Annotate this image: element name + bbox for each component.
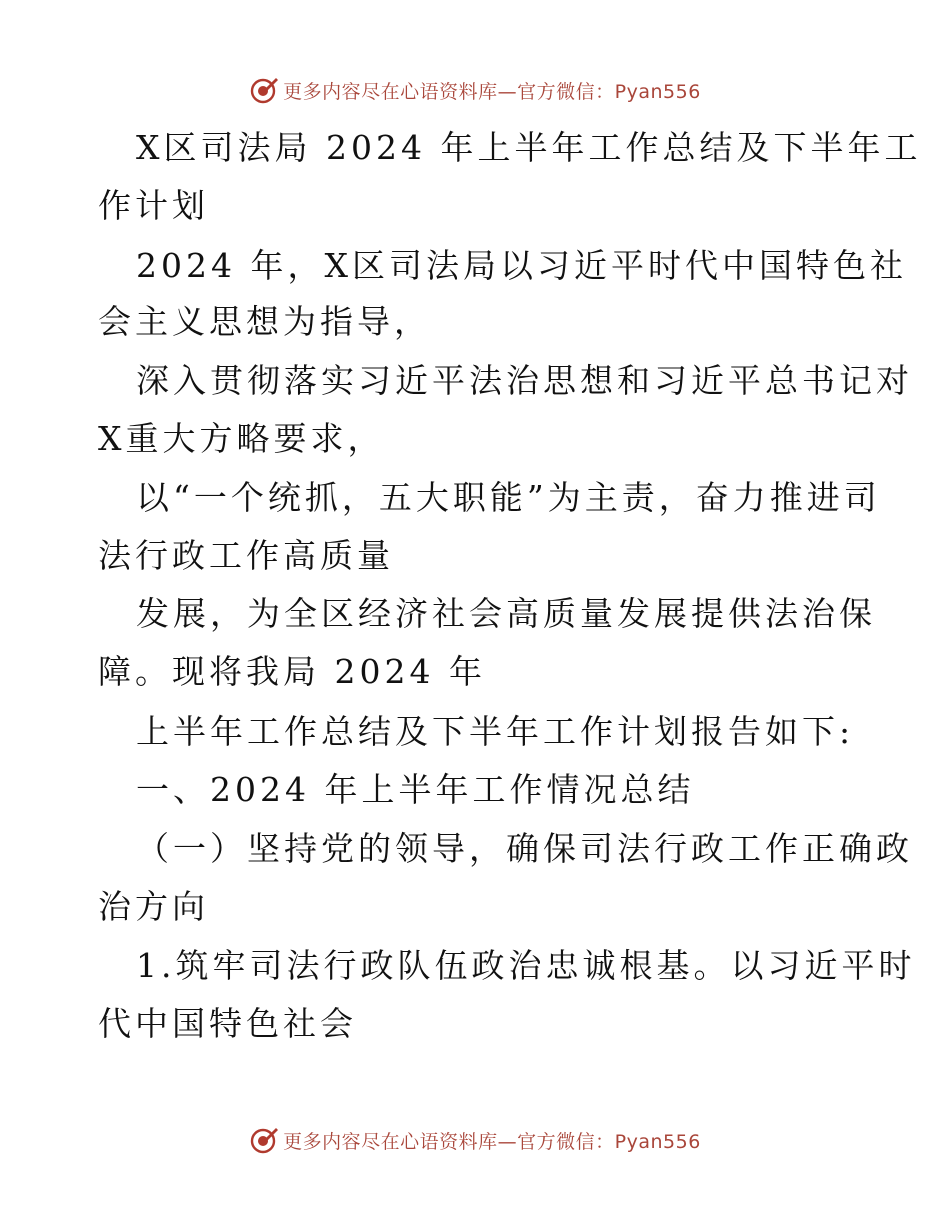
paragraph-line: 上半年工作总结及下半年工作计划报告如下: [136,712,855,751]
section-heading: 一、2024 年上半年工作情况总结 [136,770,695,809]
paragraph-line: X重大方略要求， [98,419,385,458]
paragraph-line: 障。现将我局 2024 年 [98,652,486,691]
subsection-heading: （一）坚持党的领导，确保司法行政工作正确政 [136,829,913,868]
doc-title-line-2: 作计划 [98,186,209,225]
quill-seal-icon [249,75,279,105]
quill-seal-icon [249,1125,279,1155]
paragraph-line: 法行政工作高质量 [98,536,394,575]
paragraph-line: 会主义思想为指导， [98,302,431,341]
paragraph-line: 发展，为全区经济社会高质量发展提供法治保 [136,594,876,633]
subsection-heading-continued: 治方向 [98,887,209,926]
paragraph-line: 2024 年，X区司法局以习近平时代中国特色社 [136,246,907,285]
header-watermark [0,70,950,110]
doc-title-line-1: X区司法局 2024 年上半年工作总结及下半年工 [136,128,922,167]
paragraph-line: 以“一个统抓，五大职能”为主责，奋力推进司 [136,478,881,517]
paragraph-line: 深入贯彻落实习近平法治思想和习近平总书记对 [136,361,913,400]
footer-watermark [0,1120,950,1160]
paragraph-line: 代中国特色社会 [98,1004,357,1043]
paragraph-line: 1.筑牢司法行政队伍政治忠诚根基。以习近平时 [136,946,916,985]
watermark-text: 更多内容尽在心语资料库—官方微信：Pyan556 [283,1130,701,1153]
watermark-text: 更多内容尽在心语资料库—官方微信：Pyan556 [283,80,701,103]
